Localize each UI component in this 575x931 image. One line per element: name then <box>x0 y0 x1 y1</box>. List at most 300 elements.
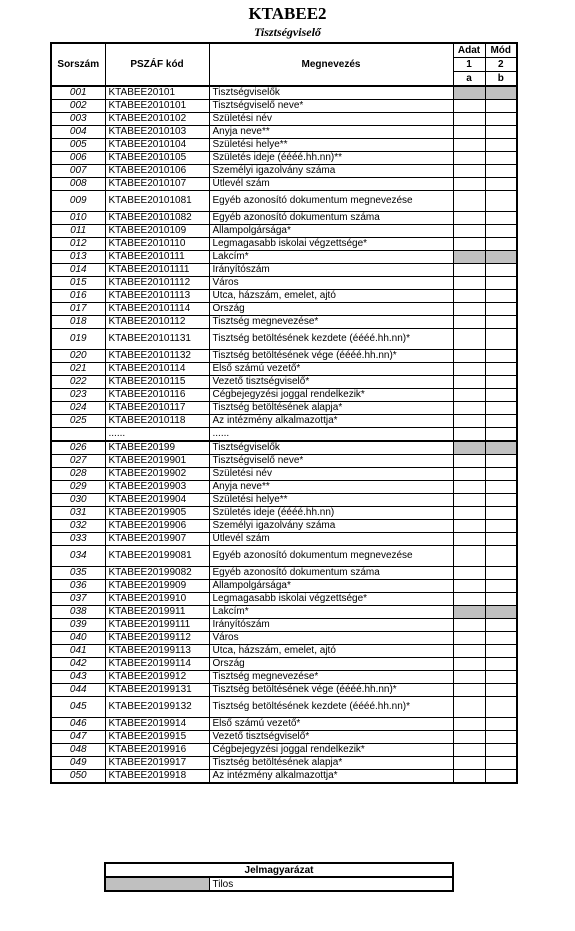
data-table <box>50 42 518 784</box>
table-row <box>51 455 517 468</box>
row-number: 050 <box>51 770 105 784</box>
header-sorszam: Sorszám <box>51 43 105 86</box>
row-number: 022 <box>51 376 105 389</box>
row-adat-cell <box>453 718 485 731</box>
row-number: 020 <box>51 350 105 363</box>
table-row <box>51 671 517 684</box>
row-number: 036 <box>51 580 105 593</box>
row-mod-cell <box>485 428 517 442</box>
row-adat-cell <box>453 389 485 402</box>
header-adat-number: 1 <box>453 58 485 72</box>
row-name: Vezető tisztségviselő* <box>209 376 453 389</box>
row-number: 017 <box>51 303 105 316</box>
row-name: Irányítószám <box>209 619 453 632</box>
row-adat-cell <box>453 684 485 697</box>
row-pszaf-code: KTABEE2019916 <box>105 744 209 757</box>
row-number: 001 <box>51 86 105 100</box>
row-name: Ország <box>209 303 453 316</box>
row-mod-cell <box>485 389 517 402</box>
row-number: 007 <box>51 165 105 178</box>
table-row <box>51 770 517 784</box>
row-name: Az intézmény alkalmazottja* <box>209 770 453 784</box>
row-name: Egyéb azonosító dokumentum megnevezése <box>209 191 453 212</box>
row-mod-cell <box>485 126 517 139</box>
row-mod-cell <box>485 718 517 731</box>
row-pszaf-code: KTABEE2019918 <box>105 770 209 784</box>
row-number: 048 <box>51 744 105 757</box>
row-mod-cell <box>485 593 517 606</box>
row-pszaf-code: KTABEE20101111 <box>105 264 209 277</box>
table-row <box>51 468 517 481</box>
row-mod-cell <box>485 212 517 225</box>
row-pszaf-code: KTABEE20101114 <box>105 303 209 316</box>
row-pszaf-code: KTABEE2019914 <box>105 718 209 731</box>
row-mod-cell <box>485 671 517 684</box>
row-name: Egyéb azonosító dokumentum száma <box>209 567 453 580</box>
table-row <box>51 632 517 645</box>
row-name: Utca, házszám, emelet, ajtó <box>209 645 453 658</box>
table-row <box>51 520 517 533</box>
row-number: 045 <box>51 697 105 718</box>
row-number: 003 <box>51 113 105 126</box>
table-row <box>51 606 517 619</box>
row-pszaf-code: KTABEE20101 <box>105 86 209 100</box>
row-adat-cell <box>453 455 485 468</box>
table-row <box>51 415 517 428</box>
row-number <box>51 428 105 442</box>
table-row <box>51 165 517 178</box>
row-adat-cell <box>453 619 485 632</box>
row-adat-cell <box>453 481 485 494</box>
table-row <box>51 86 517 100</box>
row-adat-cell <box>453 238 485 251</box>
row-number: 012 <box>51 238 105 251</box>
row-pszaf-code: KTABEE2010103 <box>105 126 209 139</box>
row-name: Születési helye** <box>209 139 453 152</box>
row-number: 010 <box>51 212 105 225</box>
row-adat-cell <box>453 350 485 363</box>
table-row <box>51 757 517 770</box>
row-name: Tisztség megnevezése* <box>209 316 453 329</box>
row-mod-cell <box>485 455 517 468</box>
row-name: Lakcím* <box>209 251 453 264</box>
row-name: Állampolgársága* <box>209 580 453 593</box>
row-adat-cell <box>453 225 485 238</box>
row-name: Tisztségviselők <box>209 441 453 455</box>
legend-title: Jelmagyarázat <box>105 863 453 877</box>
row-name: Tisztségviselők <box>209 86 453 100</box>
row-number: 044 <box>51 684 105 697</box>
row-number: 042 <box>51 658 105 671</box>
row-number: 002 <box>51 100 105 113</box>
table-row <box>51 225 517 238</box>
row-adat-cell <box>453 731 485 744</box>
row-mod-cell <box>485 684 517 697</box>
row-adat-cell <box>453 520 485 533</box>
header-megnevezes: Megnevezés <box>209 43 453 86</box>
table-row <box>51 593 517 606</box>
row-number: 034 <box>51 546 105 567</box>
row-pszaf-code: KTABEE20199112 <box>105 632 209 645</box>
row-adat-cell <box>453 770 485 784</box>
row-number: 049 <box>51 757 105 770</box>
row-number: 021 <box>51 363 105 376</box>
row-name: Születési név <box>209 468 453 481</box>
row-name: Tisztség betöltésének alapja* <box>209 402 453 415</box>
legend-table <box>104 862 454 892</box>
row-number: 028 <box>51 468 105 481</box>
row-name: Egyéb azonosító dokumentum száma <box>209 212 453 225</box>
table-row <box>51 264 517 277</box>
row-pszaf-code: KTABEE2019904 <box>105 494 209 507</box>
table-row <box>51 507 517 520</box>
row-pszaf-code: KTABEE20199081 <box>105 546 209 567</box>
row-adat-cell <box>453 251 485 264</box>
row-adat-cell <box>453 113 485 126</box>
row-mod-cell <box>485 86 517 100</box>
row-adat-cell <box>453 697 485 718</box>
table-row <box>51 744 517 757</box>
row-name: Egyéb azonosító dokumentum megnevezése <box>209 546 453 567</box>
row-number: 031 <box>51 507 105 520</box>
row-name: Irányítószám <box>209 264 453 277</box>
row-pszaf-code: KTABEE20101132 <box>105 350 209 363</box>
row-name: Útlevél szám <box>209 533 453 546</box>
header-adat-letter: a <box>453 72 485 87</box>
row-mod-cell <box>485 402 517 415</box>
row-name: Születési név <box>209 113 453 126</box>
row-number: 037 <box>51 593 105 606</box>
table-row <box>51 441 517 455</box>
row-adat-cell <box>453 507 485 520</box>
row-mod-cell <box>485 238 517 251</box>
row-name: Tisztség betöltésének vége (éééé.hh.nn)* <box>209 684 453 697</box>
row-pszaf-code: KTABEE2019912 <box>105 671 209 684</box>
row-pszaf-code: KTABEE2019910 <box>105 593 209 606</box>
row-mod-cell <box>485 277 517 290</box>
table-row <box>51 329 517 350</box>
row-pszaf-code: KTABEE2019909 <box>105 580 209 593</box>
table-row <box>51 290 517 303</box>
row-name: Állampolgársága* <box>209 225 453 238</box>
row-number: 032 <box>51 520 105 533</box>
row-name: Város <box>209 632 453 645</box>
table-row <box>51 100 517 113</box>
row-adat-cell <box>453 376 485 389</box>
header-adat: Adat <box>453 43 485 58</box>
row-mod-cell <box>485 225 517 238</box>
row-mod-cell <box>485 567 517 580</box>
row-pszaf-code: KTABEE2010111 <box>105 251 209 264</box>
legend-swatch <box>105 877 209 891</box>
row-number: 046 <box>51 718 105 731</box>
table-row <box>51 546 517 567</box>
row-number: 039 <box>51 619 105 632</box>
document-title: KTABEE2 <box>248 4 327 23</box>
row-name: Vezető tisztségviselő* <box>209 731 453 744</box>
row-pszaf-code: KTABEE20199131 <box>105 684 209 697</box>
table-row <box>51 697 517 718</box>
row-name: Tisztségviselő neve* <box>209 100 453 113</box>
row-mod-cell <box>485 303 517 316</box>
row-number: 009 <box>51 191 105 212</box>
row-number: 029 <box>51 481 105 494</box>
row-mod-cell <box>485 658 517 671</box>
row-pszaf-code: KTABEE20199114 <box>105 658 209 671</box>
row-adat-cell <box>453 744 485 757</box>
row-pszaf-code: KTABEE20199113 <box>105 645 209 658</box>
row-name: Tisztség megnevezése* <box>209 671 453 684</box>
table-row <box>51 580 517 593</box>
table-row <box>51 428 517 442</box>
table-row <box>51 363 517 376</box>
table-row <box>51 277 517 290</box>
row-mod-cell <box>485 494 517 507</box>
row-adat-cell <box>453 580 485 593</box>
row-name: Utca, házszám, emelet, ajtó <box>209 290 453 303</box>
row-adat-cell <box>453 264 485 277</box>
row-pszaf-code: KTABEE2019911 <box>105 606 209 619</box>
row-number: 014 <box>51 264 105 277</box>
row-name: Születési helye** <box>209 494 453 507</box>
row-mod-cell <box>485 468 517 481</box>
row-adat-cell <box>453 567 485 580</box>
row-adat-cell <box>453 212 485 225</box>
row-name: Tisztség betöltésének alapja* <box>209 757 453 770</box>
row-pszaf-code: KTABEE2010107 <box>105 178 209 191</box>
row-mod-cell <box>485 533 517 546</box>
row-adat-cell <box>453 533 485 546</box>
row-name: Tisztség betöltésének kezdete (éééé.hh.nn)* <box>209 329 453 350</box>
row-name: Tisztség betöltésének vége (éééé.hh.nn)* <box>209 350 453 363</box>
row-name: Cégbejegyzési joggal rendelkezik* <box>209 744 453 757</box>
row-number: 033 <box>51 533 105 546</box>
row-name: Város <box>209 277 453 290</box>
row-number: 018 <box>51 316 105 329</box>
table-row <box>51 731 517 744</box>
row-pszaf-code: KTABEE2010117 <box>105 402 209 415</box>
row-pszaf-code: KTABEE2019907 <box>105 533 209 546</box>
row-pszaf-code: KTABEE2010106 <box>105 165 209 178</box>
row-mod-cell <box>485 251 517 264</box>
row-number: 004 <box>51 126 105 139</box>
row-pszaf-code: KTABEE2019917 <box>105 757 209 770</box>
row-name: Ország <box>209 658 453 671</box>
row-pszaf-code: KTABEE2019902 <box>105 468 209 481</box>
row-mod-cell <box>485 520 517 533</box>
row-name: Tisztség betöltésének kezdete (éééé.hh.nn)* <box>209 697 453 718</box>
row-number: 024 <box>51 402 105 415</box>
row-mod-cell <box>485 731 517 744</box>
row-adat-cell <box>453 546 485 567</box>
table-body <box>51 86 517 783</box>
row-mod-cell <box>485 100 517 113</box>
row-pszaf-code: KTABEE2019903 <box>105 481 209 494</box>
row-pszaf-code: KTABEE2019901 <box>105 455 209 468</box>
row-name: Személyi igazolvány száma <box>209 520 453 533</box>
legend-label: Tilos <box>209 877 453 891</box>
row-number: 035 <box>51 567 105 580</box>
table-row <box>51 402 517 415</box>
table-row <box>51 376 517 389</box>
row-pszaf-code: KTABEE20101082 <box>105 212 209 225</box>
row-name: Útlevél szám <box>209 178 453 191</box>
row-mod-cell <box>485 290 517 303</box>
header-mod-letter: b <box>485 72 517 87</box>
row-mod-cell <box>485 363 517 376</box>
row-number: 040 <box>51 632 105 645</box>
row-pszaf-code: KTABEE20101112 <box>105 277 209 290</box>
table-row <box>51 303 517 316</box>
row-pszaf-code: KTABEE2019905 <box>105 507 209 520</box>
table-row <box>51 113 517 126</box>
row-adat-cell <box>453 632 485 645</box>
row-name: Az intézmény alkalmazottja* <box>209 415 453 428</box>
row-name: Anyja neve** <box>209 481 453 494</box>
row-mod-cell <box>485 481 517 494</box>
row-pszaf-code: KTABEE2010116 <box>105 389 209 402</box>
table-row <box>51 658 517 671</box>
table-row <box>51 350 517 363</box>
row-mod-cell <box>485 546 517 567</box>
row-adat-cell <box>453 402 485 415</box>
row-pszaf-code: KTABEE20101113 <box>105 290 209 303</box>
legend-item <box>105 877 453 891</box>
row-number: 015 <box>51 277 105 290</box>
table-row <box>51 481 517 494</box>
row-mod-cell <box>485 441 517 455</box>
row-adat-cell <box>453 100 485 113</box>
row-pszaf-code: ...... <box>105 428 209 442</box>
header-mod-number: 2 <box>485 58 517 72</box>
row-mod-cell <box>485 606 517 619</box>
row-pszaf-code: KTABEE2010109 <box>105 225 209 238</box>
row-mod-cell <box>485 645 517 658</box>
row-pszaf-code: KTABEE2010101 <box>105 100 209 113</box>
row-pszaf-code: KTABEE2010115 <box>105 376 209 389</box>
row-adat-cell <box>453 165 485 178</box>
row-mod-cell <box>485 178 517 191</box>
row-mod-cell <box>485 191 517 212</box>
row-adat-cell <box>453 277 485 290</box>
row-pszaf-code: KTABEE20199 <box>105 441 209 455</box>
row-mod-cell <box>485 139 517 152</box>
row-mod-cell <box>485 376 517 389</box>
row-mod-cell <box>485 632 517 645</box>
row-mod-cell <box>485 697 517 718</box>
row-mod-cell <box>485 329 517 350</box>
row-pszaf-code: KTABEE2010110 <box>105 238 209 251</box>
row-mod-cell <box>485 316 517 329</box>
row-adat-cell <box>453 191 485 212</box>
row-mod-cell <box>485 744 517 757</box>
row-pszaf-code: KTABEE20101081 <box>105 191 209 212</box>
table-row <box>51 316 517 329</box>
row-pszaf-code: KTABEE2010118 <box>105 415 209 428</box>
row-adat-cell <box>453 126 485 139</box>
row-adat-cell <box>453 329 485 350</box>
table-row <box>51 718 517 731</box>
row-name: Tisztségviselő neve* <box>209 455 453 468</box>
row-adat-cell <box>453 645 485 658</box>
table-row <box>51 191 517 212</box>
row-number: 025 <box>51 415 105 428</box>
row-adat-cell <box>453 86 485 100</box>
row-number: 016 <box>51 290 105 303</box>
row-adat-cell <box>453 139 485 152</box>
row-name: ...... <box>209 428 453 442</box>
row-mod-cell <box>485 619 517 632</box>
row-name: Legmagasabb iskolai végzettsége* <box>209 238 453 251</box>
row-adat-cell <box>453 303 485 316</box>
row-number: 008 <box>51 178 105 191</box>
row-adat-cell <box>453 494 485 507</box>
row-adat-cell <box>453 290 485 303</box>
row-number: 006 <box>51 152 105 165</box>
row-adat-cell <box>453 468 485 481</box>
table-row <box>51 567 517 580</box>
row-pszaf-code: KTABEE2010102 <box>105 113 209 126</box>
row-mod-cell <box>485 350 517 363</box>
row-pszaf-code: KTABEE20199111 <box>105 619 209 632</box>
document-subtitle: Tisztségviselő <box>254 25 321 39</box>
row-pszaf-code: KTABEE2019915 <box>105 731 209 744</box>
row-adat-cell <box>453 671 485 684</box>
table-row <box>51 533 517 546</box>
row-number: 019 <box>51 329 105 350</box>
row-number: 041 <box>51 645 105 658</box>
row-adat-cell <box>453 178 485 191</box>
row-pszaf-code: KTABEE20199082 <box>105 567 209 580</box>
table-row <box>51 619 517 632</box>
row-pszaf-code: KTABEE2010114 <box>105 363 209 376</box>
row-mod-cell <box>485 152 517 165</box>
row-number: 023 <box>51 389 105 402</box>
row-mod-cell <box>485 264 517 277</box>
row-adat-cell <box>453 658 485 671</box>
row-mod-cell <box>485 770 517 784</box>
table-row <box>51 212 517 225</box>
table-row <box>51 126 517 139</box>
row-adat-cell <box>453 428 485 442</box>
row-pszaf-code: KTABEE20199132 <box>105 697 209 718</box>
row-adat-cell <box>453 606 485 619</box>
row-adat-cell <box>453 363 485 376</box>
row-name: Legmagasabb iskolai végzettsége* <box>209 593 453 606</box>
table-row <box>51 139 517 152</box>
row-adat-cell <box>453 757 485 770</box>
row-number: 013 <box>51 251 105 264</box>
row-number: 030 <box>51 494 105 507</box>
table-row <box>51 152 517 165</box>
table-row <box>51 494 517 507</box>
row-mod-cell <box>485 757 517 770</box>
row-number: 011 <box>51 225 105 238</box>
header-pszaf-kod: PSZÁF kód <box>105 43 209 86</box>
row-pszaf-code: KTABEE2010104 <box>105 139 209 152</box>
row-name: Első számú vezető* <box>209 363 453 376</box>
row-name: Születés ideje (éééé.hh.nn)** <box>209 152 453 165</box>
row-mod-cell <box>485 580 517 593</box>
header-mod: Mód <box>485 43 517 58</box>
row-adat-cell <box>453 441 485 455</box>
table-row <box>51 238 517 251</box>
table-row <box>51 389 517 402</box>
row-number: 027 <box>51 455 105 468</box>
row-pszaf-code: KTABEE20101131 <box>105 329 209 350</box>
row-mod-cell <box>485 165 517 178</box>
row-pszaf-code: KTABEE2019906 <box>105 520 209 533</box>
